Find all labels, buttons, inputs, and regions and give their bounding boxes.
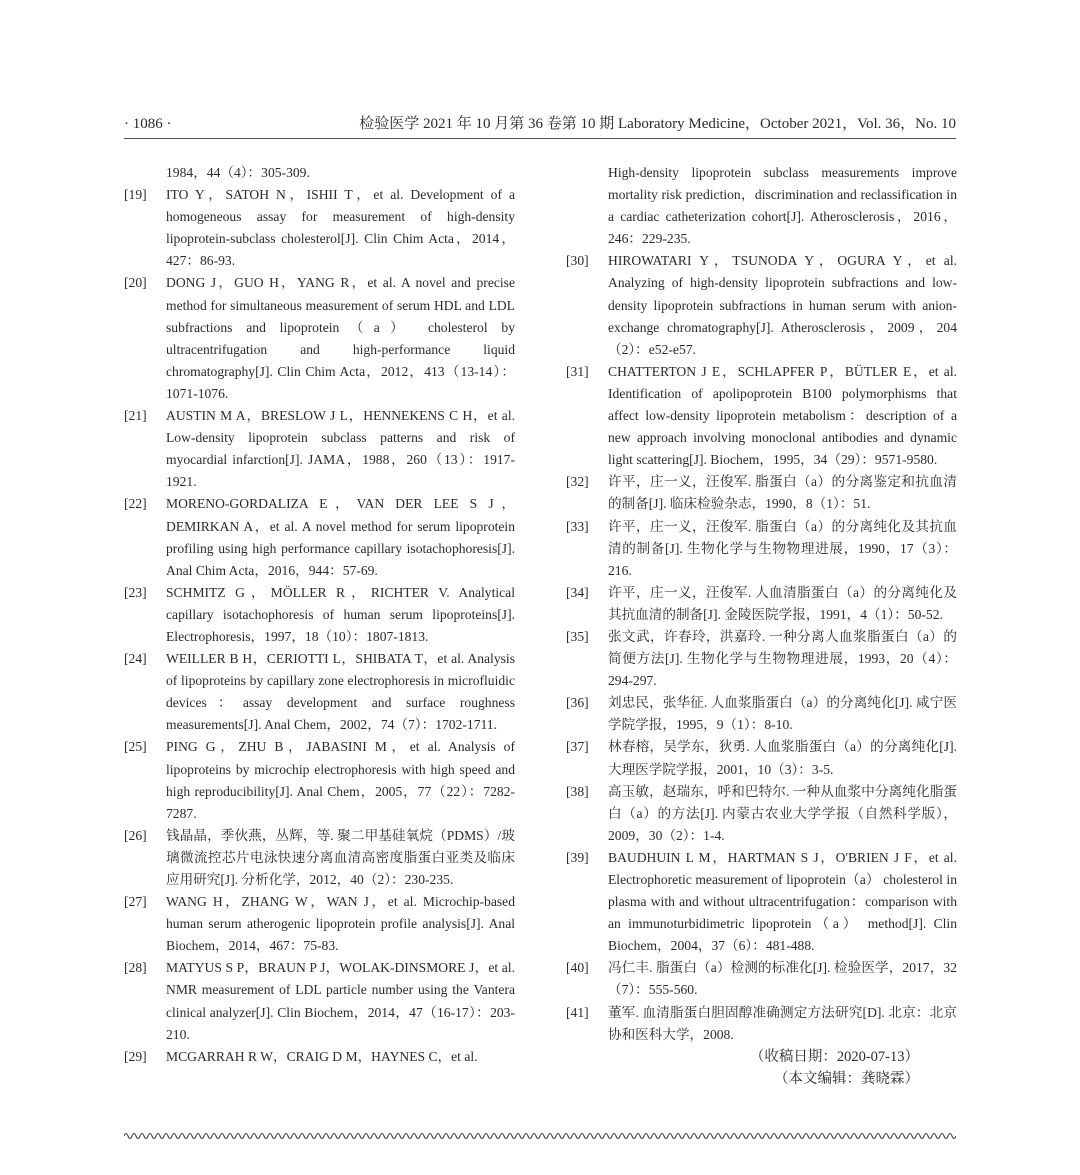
reference-text: 林春榕，吴学东，狄勇. 人血浆脂蛋白（a）的分离纯化[J]. 大理医学院学报，2001，10（3）：3-5.: [608, 739, 957, 777]
reference-text: 许平，庄一义，汪俊军. 脂蛋白（a）的分离鉴定和抗血清的制备[J]. 临床检验杂志，1990，8（1）：51.: [608, 474, 957, 512]
editor-note: （本文编辑：龚晓霖）: [774, 1070, 919, 1087]
reference-number: [26]: [124, 827, 147, 843]
reference-number: [35]: [566, 628, 589, 644]
reference-25: [124, 736, 515, 824]
reference-number: [29]: [124, 1048, 147, 1064]
reference-34: [566, 582, 957, 626]
reference-continuation: High-density lipoprotein subclass measurements improve mortality risk prediction，discrimination and reclassification in a cardiac catheterization cohort[J]. Atherosclerosis，2016，246：229-235.: [608, 165, 957, 247]
journal-running-head: 检验医学 2021 年 10 月第 36 卷第 10 期 Laboratory Medicine，October 2021，Vol. 36，No. 10: [359, 116, 956, 132]
reference-text: MORENO-GORDALIZA E，VAN DER LEE S J，DEMIRKAN A，et al. A novel method for serum lipoprotein profiling using high performance capillary isotachophoresis[J]. Anal Chim Acta，2016，944：57-69.: [166, 496, 515, 578]
reference-continuation: 1984，44（4）：305-309.: [166, 165, 310, 180]
reference-text: AUSTIN M A，BRESLOW J L，HENNEKENS C H，et al. Low-density lipoprotein subclass patterns and risk of myocardial infarction[J]. JAMA，1988，260（13）：1917-1921.: [166, 408, 515, 490]
reference-text: CHATTERTON J E，SCHLAPFER P，BÜTLER E，et al. Identification of apolipoprotein B100 polymorphisms that affect low-density lipoprotein metabolism：description of a new approach involving monoclonal antibodies and dynamic light scattering[J]. Biochem，1995，34（29）：9571-9580.: [608, 363, 957, 468]
reference-text: PING G，ZHU B，JABASINI M，et al. Analysis of lipoproteins by microchip electrophoresis with high speed and high reproducibility[J]. Anal Chem，2005，77（22）：7282-7287.: [166, 739, 515, 821]
reference-35: [566, 626, 957, 692]
reference-number: [33]: [566, 518, 589, 534]
reference-24: [124, 648, 515, 736]
reference-19: [124, 184, 515, 272]
reference-text: DONG J，GUO H，YANG R，et al. A novel and precise method for simultaneous measurement of serum HDL and LDL subfractions and lipoprotein（a） cholesterol by ultracentrifugation and high-performance liquid chromatography[J]. Clin Chim Acta，2012，413（13-14）：1071-1076.: [166, 275, 515, 401]
reference-31: [566, 361, 957, 471]
reference-text: 冯仁丰. 脂蛋白（a）检测的标准化[J]. 检验医学，2017，32（7）：555-560.: [608, 960, 957, 998]
page-number: · 1086 ·: [124, 116, 172, 132]
reference-21: [124, 405, 515, 493]
received-date: （收稿日期：2020-07-13）: [749, 1048, 919, 1065]
reference-36: [566, 692, 957, 736]
reference-number: [20]: [124, 275, 147, 291]
reference-text: 董军. 血清脂蛋白胆固醇准确测定方法研究[D]. 北京：北京协和医科大学，2008.: [608, 1004, 957, 1042]
reference-number: [41]: [566, 1004, 589, 1020]
reference-text: 许平，庄一义，汪俊军. 人血清脂蛋白（a）的分离纯化及其抗血清的制备[J]. 金陵医院学报，1991，4（1）：50-52.: [608, 584, 957, 622]
reference-number: [28]: [124, 960, 147, 976]
reference-32: [566, 471, 957, 515]
right-column: [566, 162, 957, 1090]
reference-39: [566, 847, 957, 957]
footer-ornament: [124, 1130, 956, 1142]
reference-26: [124, 825, 515, 891]
reference-number: [31]: [566, 363, 589, 379]
reference-33: [566, 516, 957, 582]
reference-29: [124, 1046, 515, 1068]
reference-text: WEILLER B H，CERIOTTI L，SHIBATA T，et al. Analysis of lipoproteins by capillary zone electrophoresis in microfluidic devices：assay development and surface roughness measurements[J]. Anal Chem，2002，74（7）：1702-1711.: [166, 651, 515, 733]
reference-text: 高玉敏，赵瑞东，呼和巴特尔. 一种从血浆中分离纯化脂蛋白（a）的方法[J]. 内蒙古农业大学学报（自然科学版），2009，30（2）：1-4.: [608, 783, 957, 843]
reference-number: [21]: [124, 408, 147, 424]
reference-27: [124, 891, 515, 957]
reference-number: [34]: [566, 584, 589, 600]
reference-30: [566, 250, 957, 360]
reference-number: [25]: [124, 739, 147, 755]
reference-text: 刘忠民，张华征. 人血浆脂蛋白（a）的分离纯化[J]. 咸宁医学院学报，1995，9（1）：8-10.: [608, 695, 957, 733]
reference-text: ITO Y，SATOH N，ISHII T，et al. Development of a homogeneous assay for measurement of high-density lipoprotein-subclass cholesterol[J]. Clin Chim Acta，2014，427：86-93.: [166, 187, 515, 269]
reference-number: [32]: [566, 474, 589, 490]
reference-41: [566, 1002, 957, 1046]
reference-20: [124, 272, 515, 405]
reference-number: [19]: [124, 187, 147, 203]
reference-37: [566, 736, 957, 780]
reference-text: 张文武，许春玲，洪嘉玲. 一种分离人血浆脂蛋白（a）的简便方法[J]. 生物化学与生物物理进展，1993，20（4）：294-297.: [608, 628, 957, 689]
reference-number: [23]: [124, 584, 147, 600]
article-end-notes: [566, 1046, 957, 1090]
reference-number: [22]: [124, 496, 147, 512]
reference-number: [38]: [566, 783, 589, 799]
reference-40: [566, 957, 957, 1001]
reference-number: [27]: [124, 894, 147, 910]
reference-number: [37]: [566, 739, 589, 755]
reference-text: MATYUS S P，BRAUN P J，WOLAK-DINSMORE J，et al. NMR measurement of LDL particle number using the Vantera clinical analyzer[J]. Clin Biochem，2014，47（16-17）：203-210.: [166, 960, 515, 1042]
reference-text: BAUDHUIN L M，HARTMAN S J，O'BRIEN J F，et al. Electrophoretic measurement of lipoprotein（a） cholesterol in plasma with and without ultracentrifugation：comparison with an immunoturbidimetric lipoprotein（a） method[J]. Clin Biochem，2004，37（6）：481-488.: [608, 849, 957, 954]
reference-text: WANG H，ZHANG W，WAN J，et al. Microchip-based human serum atherogenic lipoprotein profile analysis[J]. Anal Biochem，2014，467：75-83.: [166, 894, 515, 954]
reference-text: HIROWATARI Y，TSUNODA Y，OGURA Y，et al. Analyzing of high-density lipoprotein subfractions and low-density lipoprotein subfractions in human serum with anion-exchange chromatography[J]. Atherosclerosis，2009，204（2）：e52-e57.: [608, 253, 957, 357]
reference-number: [30]: [566, 253, 589, 269]
reference-23: [124, 582, 515, 648]
reference-text: SCHMITZ G，MÖLLER R，RICHTER V. Analytical capillary isotachophoresis of human serum lipoproteins[J]. Electrophoresis，1997，18（10）：1807-1813.: [166, 584, 515, 644]
reference-text: 许平，庄一义，汪俊军. 脂蛋白（a）的分离纯化及其抗血清的制备[J]. 生物化学与生物物理进展，1990，17（3）：216.: [608, 518, 957, 578]
reference-text: 钱晶晶，季伙燕，丛辉，等. 聚二甲基硅氧烷（PDMS）/玻璃微流控芯片电泳快速分离血清高密度脂蛋白亚类及临床应用研究[J]. 分析化学，2012，40（2）：230-235.: [166, 827, 515, 887]
reference-22: [124, 493, 515, 581]
page-header: [124, 112, 956, 139]
reference-text: MCGARRAH R W，CRAIG D M，HAYNES C，et al.: [166, 1048, 478, 1064]
reference-38: [566, 781, 957, 847]
reference-28: [124, 957, 515, 1045]
reference-number: [24]: [124, 651, 147, 667]
reference-number: [39]: [566, 849, 589, 865]
reference-number: [36]: [566, 695, 589, 711]
reference-number: [40]: [566, 960, 589, 976]
left-column: [124, 162, 515, 1068]
